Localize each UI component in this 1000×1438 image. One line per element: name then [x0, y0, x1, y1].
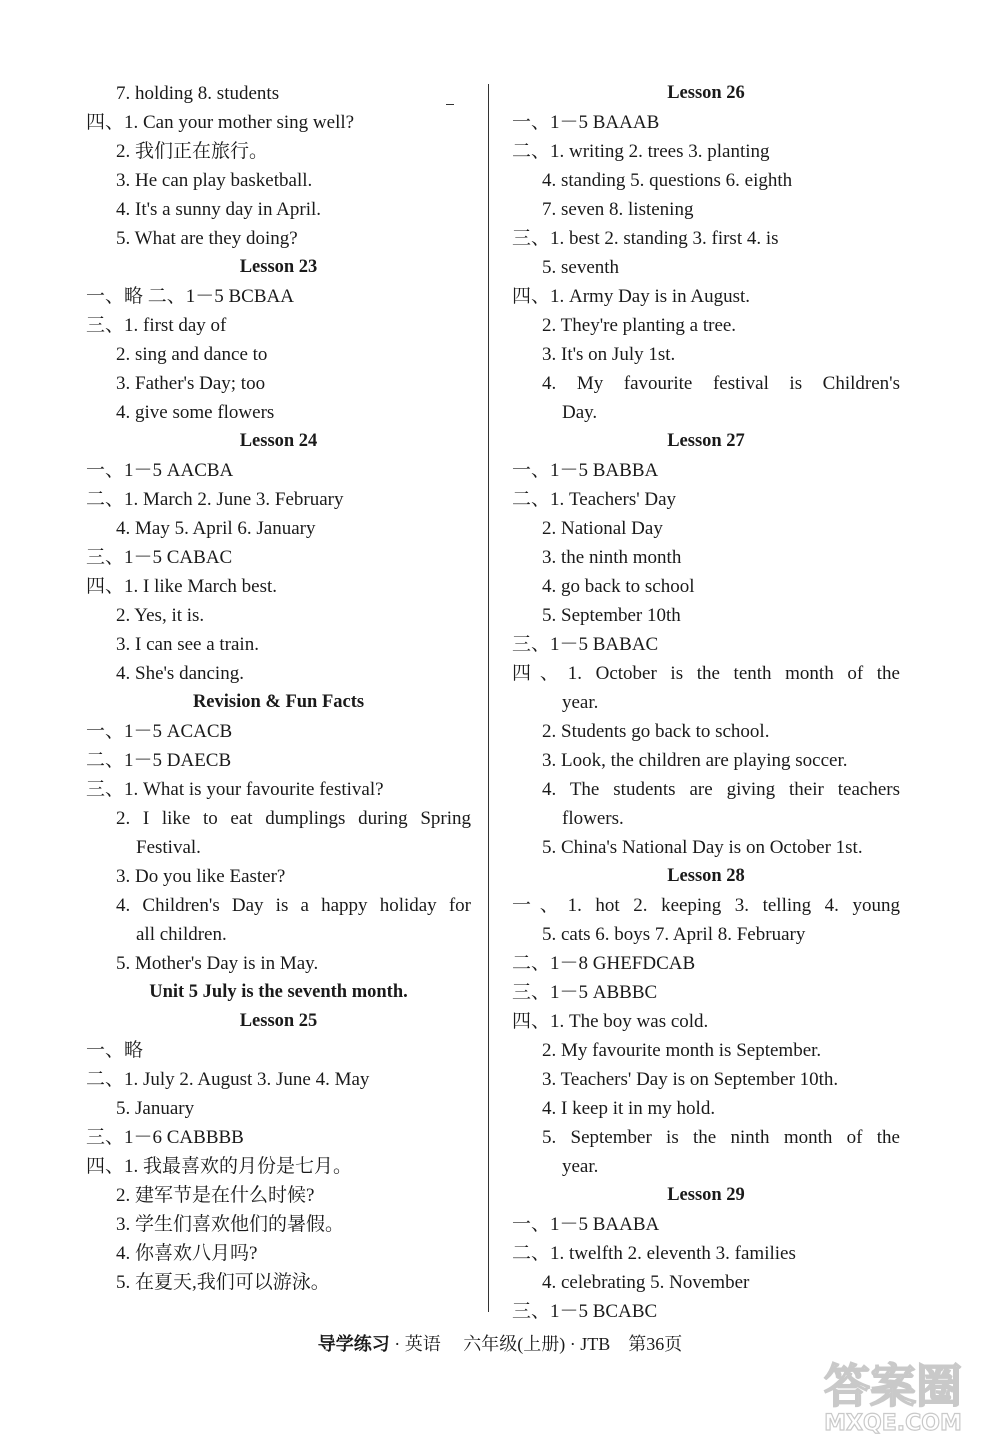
- answer-line: 2. Students go back to school.: [542, 721, 770, 742]
- answer-line: Day.: [562, 402, 598, 423]
- answer-line: 三、1. best 2. standing 3. first 4. is: [512, 228, 779, 249]
- answer-text: 5. September is the ninth month of the: [542, 1127, 900, 1148]
- section-heading: Lesson 27: [667, 431, 745, 451]
- answer-line: 5. cats 6. boys 7. April 8. February: [542, 924, 806, 945]
- footer-page-number: 第36页: [628, 1334, 683, 1354]
- section-heading: Lesson 23: [239, 257, 318, 277]
- answer-line: 3. I can see a train.: [116, 634, 259, 655]
- answer-line: 三、1－5 ABBBC: [512, 982, 658, 1003]
- answer-line: 3. 学生们喜欢他们的暑假。: [116, 1214, 345, 1235]
- answer-line: 一、1－5 BAAAB: [512, 112, 660, 133]
- answer-line: 3. It's on July 1st.: [542, 344, 676, 365]
- answer-line: 5. September 10th: [542, 605, 681, 626]
- answer-text: 一、1. hot 2. keeping 3. telling 4. young: [512, 895, 900, 916]
- section-heading: Lesson 26: [667, 83, 745, 103]
- answer-line: 二、1－8 GHEFDCAB: [512, 953, 696, 974]
- answer-line: year.: [562, 692, 599, 713]
- right-column: [512, 79, 900, 1326]
- left-column: [86, 79, 471, 1297]
- answer-line: 二、1. writing 2. trees 3. planting: [512, 141, 770, 162]
- answer-text: 4. The students are giving their teachers: [542, 779, 900, 800]
- answer-line: 二、1. Teachers' Day: [512, 489, 677, 510]
- answer-line: 一、略 二、1－5 BCBAA: [86, 286, 294, 307]
- answer-line: 二、1. March 2. June 3. February: [86, 489, 344, 510]
- answer-line: 二、1－5 DAECB: [86, 750, 232, 771]
- footer-subject: 英语: [404, 1334, 441, 1354]
- answer-line: 二、1. July 2. August 3. June 4. May: [86, 1069, 370, 1090]
- answer-text: 4. Children's Day is a happy holiday for: [116, 895, 471, 916]
- answer-line: 一、1－5 BAABA: [512, 1214, 660, 1235]
- answer-line: all children.: [136, 924, 227, 945]
- column-divider: [488, 84, 489, 1312]
- answer-line: 一、1－5 ACACB: [86, 721, 233, 742]
- watermark-logo: [790, 1352, 996, 1436]
- answer-line: 3. Father's Day; too: [116, 373, 266, 394]
- answer-line: 2. National Day: [542, 518, 663, 539]
- stray-mark: [446, 104, 454, 105]
- answer-line: Festival.: [136, 837, 201, 858]
- answer-line: 5. Mother's Day is in May.: [116, 953, 319, 974]
- section-heading: Lesson 29: [667, 1185, 745, 1205]
- answer-line: 3. the ninth month: [542, 547, 682, 568]
- answer-line: 四、1. Can your mother sing well?: [86, 112, 355, 133]
- answer-line: 4. I keep it in my hold.: [542, 1098, 716, 1119]
- answer-text: 4. My favourite festival is Children's: [542, 373, 900, 394]
- answer-line: 三、1－6 CABBBB: [86, 1127, 244, 1148]
- answer-line: 5. What are they doing?: [116, 228, 298, 249]
- answer-line: 4. It's a sunny day in April.: [116, 199, 322, 220]
- answer-line: 4. celebrating 5. November: [542, 1272, 750, 1293]
- section-heading: Unit 5 July is the seventh month.: [149, 982, 408, 1002]
- answer-line: year.: [562, 1156, 599, 1177]
- answer-line: [512, 891, 900, 920]
- footer-grade: 六年级(上册): [463, 1334, 566, 1354]
- section-heading: Lesson 24: [239, 431, 318, 451]
- answer-line: 二、1. twelfth 2. eleventh 3. families: [512, 1243, 796, 1264]
- footer-sep2: ·: [569, 1334, 581, 1354]
- answer-line: 5. January: [116, 1098, 195, 1119]
- answer-line: flowers.: [562, 808, 624, 829]
- answer-line: 7. holding 8. students: [116, 83, 280, 104]
- answer-text: 2. I like to eat dumplings during Spring: [116, 808, 471, 829]
- answer-line: 一、1－5 BABBA: [512, 460, 659, 481]
- answer-text: 四、1. October is the tenth month of the: [512, 663, 900, 684]
- answer-line: 4. 你喜欢八月吗?: [116, 1243, 258, 1264]
- answer-line: 四、1. I like March best.: [86, 576, 278, 597]
- answer-line: 2. 我们正在旅行。: [116, 141, 269, 162]
- answer-line: [86, 891, 471, 920]
- answer-line: 四、1. The boy was cold.: [512, 1011, 709, 1032]
- section-heading: Lesson 25: [239, 1011, 318, 1031]
- answer-line: 4. go back to school: [542, 576, 695, 597]
- answer-line: 一、1－5 AACBA: [86, 460, 234, 481]
- answer-line: 5. 在夏天,我们可以游泳。: [116, 1272, 330, 1293]
- answer-line: 5. seventh: [542, 257, 620, 278]
- footer-edition: JTB: [580, 1334, 611, 1354]
- answer-line: 4. She's dancing.: [116, 663, 244, 684]
- answer-line: 四、1. Army Day is in August.: [512, 286, 751, 307]
- footer-space: [445, 1334, 459, 1354]
- section-heading: Lesson 28: [667, 866, 745, 886]
- answer-line: 一、略: [86, 1040, 144, 1061]
- answer-line: [512, 1123, 900, 1152]
- answer-line: [512, 775, 900, 804]
- answer-line: 5. China's National Day is on October 1st.: [542, 837, 863, 858]
- answer-line: 2. sing and dance to: [116, 344, 268, 365]
- answer-line: 三、1－5 CABAC: [86, 547, 233, 568]
- answer-line: 2. 建军节是在什么时候?: [116, 1185, 315, 1206]
- answer-line: 三、1. What is your favourite festival?: [86, 779, 384, 800]
- answer-line: [512, 659, 900, 688]
- answer-line: 4. give some flowers: [116, 402, 275, 423]
- answer-line: 三、1. first day of: [86, 315, 227, 336]
- answer-line: 三、1－5 BCABC: [512, 1301, 658, 1322]
- answer-line: 2. My favourite month is September.: [542, 1040, 822, 1061]
- answer-line: 7. seven 8. listening: [542, 199, 694, 220]
- watermark-url: MXQE.COM: [824, 1411, 962, 1436]
- answer-line: 2. Yes, it is.: [116, 605, 205, 626]
- answer-line: 4. May 5. April 6. January: [116, 518, 316, 539]
- answer-line: 3. Do you like Easter?: [116, 866, 286, 887]
- answer-line: [86, 804, 471, 833]
- answer-line: 3. He can play basketball.: [116, 170, 313, 191]
- answer-line: [512, 369, 900, 398]
- answer-line: 四、1. 我最喜欢的月份是七月。: [86, 1156, 353, 1177]
- answer-line: 3. Teachers' Day is on September 10th.: [542, 1069, 839, 1090]
- answer-line: 4. standing 5. questions 6. eighth: [542, 170, 793, 191]
- footer-sep: ·: [394, 1334, 405, 1354]
- answer-line: 三、1－5 BABAC: [512, 634, 659, 655]
- watermark-text: 答案圈: [824, 1359, 962, 1413]
- answer-line: 2. They're planting a tree.: [542, 315, 737, 336]
- section-heading: Revision & Fun Facts: [192, 692, 365, 712]
- answer-line: 3. Look, the children are playing soccer.: [542, 750, 848, 771]
- footer-book: 导学练习: [317, 1334, 390, 1354]
- footer-space2: [615, 1334, 624, 1354]
